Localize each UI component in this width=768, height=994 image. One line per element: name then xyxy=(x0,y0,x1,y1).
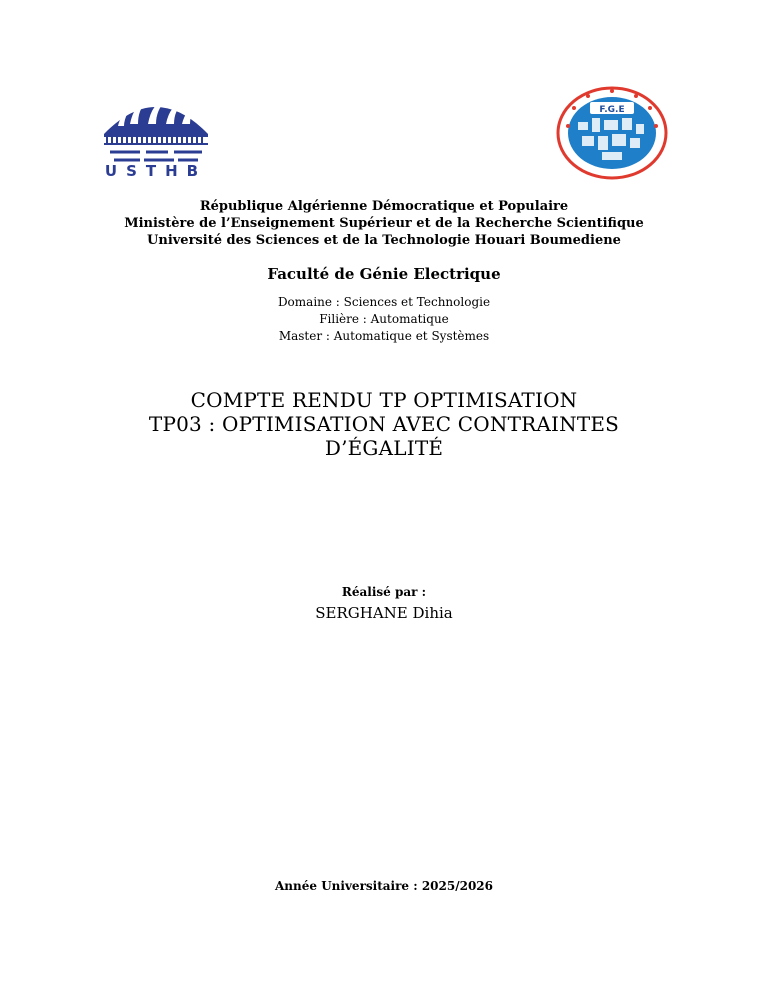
title-line-2: TP03 : OPTIMISATION AVEC CONTRAINTES xyxy=(148,412,620,436)
author-label: Réalisé par : xyxy=(341,585,427,599)
program-block xyxy=(0,294,768,345)
svg-text:USTHB: USTHB xyxy=(104,162,208,178)
domain-line: Domaine : Sciences et Technologie xyxy=(277,295,491,309)
republic-name: République Algérienne Démocratique et Populaire xyxy=(199,199,569,214)
institutions-block xyxy=(0,198,768,249)
fge-logo-icon xyxy=(556,86,668,180)
field-line: Filière : Automatique xyxy=(319,312,449,326)
svg-text:F.G.E: F.G.E xyxy=(599,105,625,115)
usthb-logo-icon xyxy=(100,90,212,178)
master-line: Master : Automatique et Systèmes xyxy=(278,329,490,343)
title-line-1: COMPTE RENDU TP OPTIMISATION xyxy=(190,388,578,412)
faculty-name: Faculté de Génie Electrique xyxy=(267,265,501,283)
academic-year: Année Universitaire : 2025/2026 xyxy=(275,879,493,893)
title-line-3: D’ÉGALITÉ xyxy=(324,436,444,460)
report-title xyxy=(0,388,768,460)
university-name: Université des Sciences et de la Technologie Houari Boumediene xyxy=(147,233,621,248)
author-name: SERGHANE Dihia xyxy=(315,604,453,622)
ministry-name: Ministère de l’Enseignement Supérieur et de la Recherche Scientifique xyxy=(124,216,644,231)
